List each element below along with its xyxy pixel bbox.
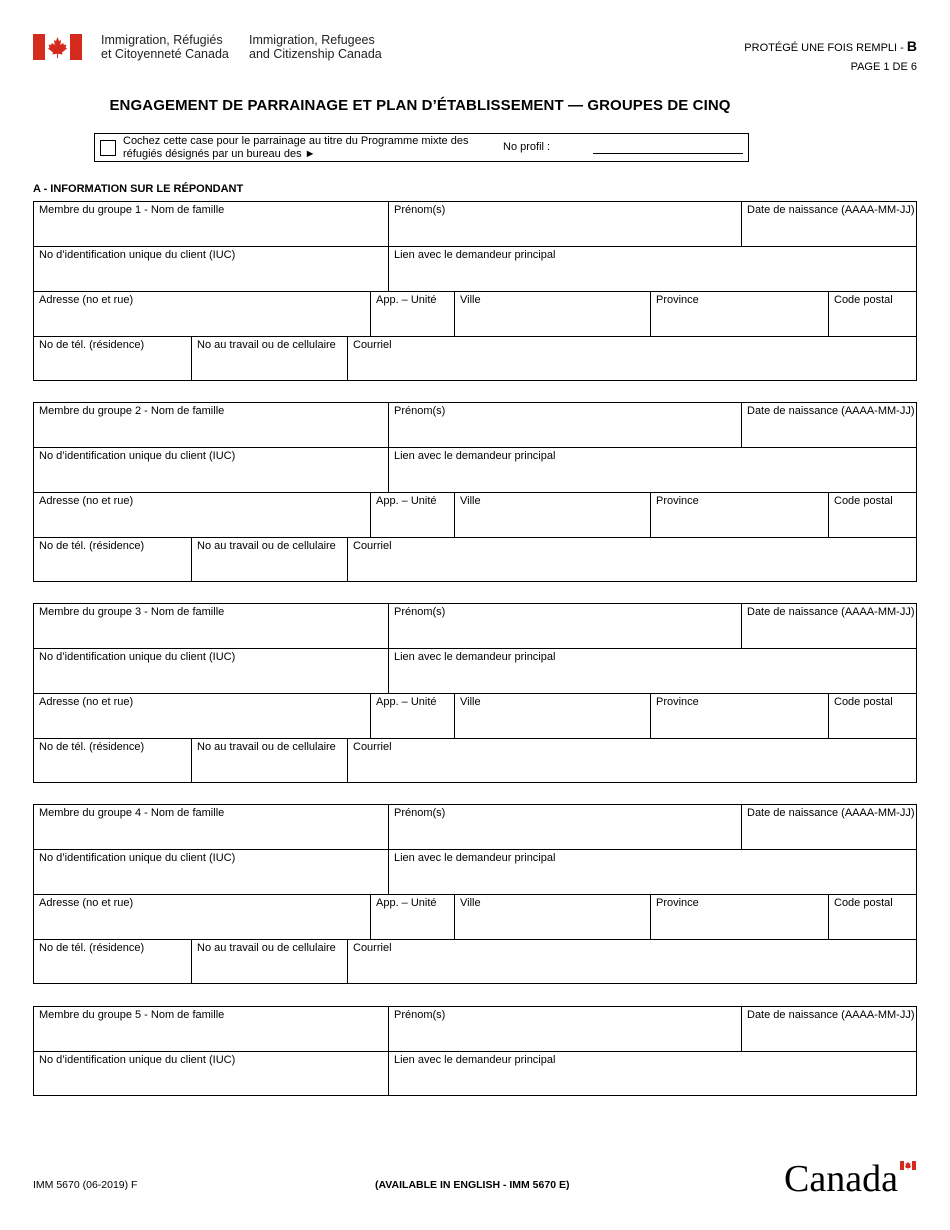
profile-number-label: No profil :: [503, 141, 551, 153]
member-row: [33, 537, 917, 582]
field-cell-city: [454, 292, 650, 336]
field-cell-apt: [370, 895, 454, 939]
field-cell-email: [347, 538, 918, 581]
field-cell-uci: [34, 448, 388, 492]
member-block-1: [33, 201, 917, 381]
province-input[interactable]: [655, 315, 824, 333]
field-cell-apt: [370, 292, 454, 336]
work-phone-input[interactable]: [196, 359, 343, 377]
dob-label: Date de naissance (AAAA-MM-JJ): [747, 405, 915, 417]
apt-label: App. – Unité: [376, 495, 437, 507]
first-name-input[interactable]: [393, 1030, 737, 1048]
field-cell-dob: [741, 202, 918, 246]
postal-input[interactable]: [833, 717, 914, 735]
uci-input[interactable]: [38, 672, 384, 690]
dob-label: Date de naissance (AAAA-MM-JJ): [747, 204, 915, 216]
field-cell-uci: [34, 850, 388, 894]
member-block-5: [33, 1006, 917, 1096]
field-cell-address: [34, 292, 370, 336]
relationship-label: Lien avec le demandeur principal: [394, 852, 556, 864]
field-cell-relationship: [388, 1052, 918, 1095]
uci-label: No d’identification unique du client (IUC): [39, 450, 236, 462]
field-cell-work-phone: [191, 337, 347, 380]
field-cell-work-phone: [191, 739, 347, 782]
city-input[interactable]: [459, 717, 646, 735]
email-label: Courriel: [353, 339, 392, 351]
postal-label: Code postal: [834, 495, 893, 507]
relationship-label: Lien avec le demandeur principal: [394, 450, 556, 462]
available-in-english: (AVAILABLE IN ENGLISH - IMM 5670 E): [375, 1179, 570, 1191]
postal-label: Code postal: [834, 897, 893, 909]
province-input[interactable]: [655, 918, 824, 936]
field-cell-province: [650, 895, 828, 939]
field-cell-postal: [828, 694, 918, 738]
field-cell-last-name: [34, 403, 388, 447]
postal-input[interactable]: [833, 918, 914, 936]
field-cell-relationship: [388, 247, 918, 291]
field-cell-relationship: [388, 649, 918, 693]
home-phone-label: No de tél. (résidence): [39, 942, 145, 954]
wordmark-flag-icon: [900, 1161, 916, 1170]
uci-input[interactable]: [38, 1074, 384, 1092]
field-cell-first-name: [388, 403, 741, 447]
field-cell-postal: [828, 895, 918, 939]
relationship-input[interactable]: [393, 873, 914, 891]
field-cell-first-name: [388, 202, 741, 246]
dob-label: Date de naissance (AAAA-MM-JJ): [747, 606, 915, 618]
field-cell-postal: [828, 292, 918, 336]
relationship-label: Lien avec le demandeur principal: [394, 249, 556, 261]
department-fr-line1: Immigration, Réfugiés: [101, 33, 223, 47]
member-block-3: [33, 603, 917, 783]
address-label: Adresse (no et rue): [39, 696, 134, 708]
member-row: [33, 447, 917, 492]
apt-label: App. – Unité: [376, 897, 437, 909]
field-cell-relationship: [388, 448, 918, 492]
work-phone-label: No au travail ou de cellulaire: [197, 540, 336, 552]
field-cell-uci: [34, 1052, 388, 1095]
city-label: Ville: [460, 897, 481, 909]
member-row: [33, 894, 917, 939]
member-row: [33, 492, 917, 537]
field-cell-email: [347, 940, 918, 983]
work-phone-input[interactable]: [196, 962, 343, 980]
last-name-input[interactable]: [38, 225, 384, 243]
first-name-input[interactable]: [393, 426, 737, 444]
last-name-label: Membre du groupe 3 - Nom de famille: [39, 606, 225, 618]
field-cell-uci: [34, 247, 388, 291]
address-input[interactable]: [38, 717, 366, 735]
email-input[interactable]: [352, 761, 914, 779]
department-name-fr: [101, 33, 229, 61]
last-name-label: Membre du groupe 4 - Nom de famille: [39, 807, 225, 819]
first-name-input[interactable]: [393, 627, 737, 645]
apt-input[interactable]: [375, 918, 450, 936]
city-input[interactable]: [459, 918, 646, 936]
dob-input[interactable]: [746, 426, 914, 444]
work-phone-label: No au travail ou de cellulaire: [197, 942, 336, 954]
email-input[interactable]: [352, 560, 914, 578]
field-cell-province: [650, 694, 828, 738]
relationship-label: Lien avec le demandeur principal: [394, 1054, 556, 1066]
apt-input[interactable]: [375, 717, 450, 735]
canada-flag-icon: [33, 34, 82, 60]
member-row: [33, 291, 917, 336]
field-cell-dob: [741, 403, 918, 447]
first-name-label: Prénom(s): [394, 1009, 446, 1021]
apt-input[interactable]: [375, 516, 450, 534]
form-title: ENGAGEMENT DE PARRAINAGE ET PLAN D’ÉTABLISSEMENT — GROUPES DE CINQ: [109, 97, 731, 114]
canada-wordmark-text: Canada: [784, 1158, 898, 1197]
field-cell-apt: [370, 493, 454, 537]
field-cell-first-name: [388, 604, 741, 648]
uci-input[interactable]: [38, 471, 384, 489]
email-label: Courriel: [353, 741, 392, 753]
field-cell-last-name: [34, 1007, 388, 1051]
field-cell-work-phone: [191, 538, 347, 581]
field-cell-first-name: [388, 805, 741, 849]
apt-label: App. – Unité: [376, 696, 437, 708]
address-label: Adresse (no et rue): [39, 294, 134, 306]
work-phone-label: No au travail ou de cellulaire: [197, 339, 336, 351]
province-input[interactable]: [655, 717, 824, 735]
relationship-input[interactable]: [393, 270, 914, 288]
field-cell-home-phone: [34, 940, 191, 983]
dob-label: Date de naissance (AAAA-MM-JJ): [747, 807, 915, 819]
mixed-program-checkbox[interactable]: [100, 140, 116, 156]
mixed-program-label-line2: réfugiés désignés par un bureau des ►: [123, 148, 316, 160]
department-en-line1: Immigration, Refugees: [249, 33, 375, 47]
province-label: Province: [656, 897, 699, 909]
last-name-label: Membre du groupe 2 - Nom de famille: [39, 405, 225, 417]
uci-label: No d’identification unique du client (IUC): [39, 651, 236, 663]
member-row: [33, 603, 917, 648]
email-label: Courriel: [353, 942, 392, 954]
postal-label: Code postal: [834, 696, 893, 708]
field-cell-home-phone: [34, 337, 191, 380]
protected-text: PROTÉGÉ UNE FOIS REMPLI -: [744, 42, 907, 54]
province-label: Province: [656, 495, 699, 507]
home-phone-label: No de tél. (résidence): [39, 741, 145, 753]
relationship-input[interactable]: [393, 471, 914, 489]
field-cell-city: [454, 895, 650, 939]
dob-input[interactable]: [746, 225, 914, 243]
last-name-input[interactable]: [38, 627, 384, 645]
city-label: Ville: [460, 495, 481, 507]
field-cell-dob: [741, 805, 918, 849]
city-input[interactable]: [459, 315, 646, 333]
province-label: Province: [656, 294, 699, 306]
relationship-input[interactable]: [393, 672, 914, 690]
city-label: Ville: [460, 294, 481, 306]
uci-input[interactable]: [38, 270, 384, 288]
postal-input[interactable]: [833, 516, 914, 534]
relationship-label: Lien avec le demandeur principal: [394, 651, 556, 663]
member-row: [33, 939, 917, 984]
member-row: [33, 849, 917, 894]
department-en-line2: and Citizenship Canada: [249, 47, 382, 61]
uci-label: No d’identification unique du client (IUC): [39, 852, 236, 864]
field-cell-dob: [741, 1007, 918, 1051]
first-name-label: Prénom(s): [394, 606, 446, 618]
member-row: [33, 804, 917, 849]
apt-label: App. – Unité: [376, 294, 437, 306]
field-cell-postal: [828, 493, 918, 537]
field-cell-address: [34, 895, 370, 939]
field-cell-last-name: [34, 604, 388, 648]
member-row: [33, 402, 917, 447]
field-cell-province: [650, 493, 828, 537]
member-row: [33, 693, 917, 738]
department-fr-line2: et Citoyenneté Canada: [101, 47, 229, 61]
email-input[interactable]: [352, 359, 914, 377]
home-phone-input[interactable]: [38, 560, 187, 578]
member-row: [33, 648, 917, 693]
department-name-en: [249, 33, 382, 61]
province-input[interactable]: [655, 516, 824, 534]
last-name-input[interactable]: [38, 1030, 384, 1048]
field-cell-relationship: [388, 850, 918, 894]
first-name-input[interactable]: [393, 225, 737, 243]
address-input[interactable]: [38, 516, 366, 534]
last-name-label: Membre du groupe 1 - Nom de famille: [39, 204, 225, 216]
mixed-program-label: [123, 135, 493, 161]
address-label: Adresse (no et rue): [39, 495, 134, 507]
postal-label: Code postal: [834, 294, 893, 306]
canada-wordmark: [784, 1157, 918, 1197]
protected-level: B: [906, 38, 917, 54]
first-name-label: Prénom(s): [394, 204, 446, 216]
member-row: [33, 246, 917, 291]
page-number: PAGE 1 DE 6: [850, 61, 917, 73]
member-row: [33, 336, 917, 381]
address-input[interactable]: [38, 315, 366, 333]
field-cell-apt: [370, 694, 454, 738]
first-name-input[interactable]: [393, 828, 737, 846]
last-name-input[interactable]: [38, 828, 384, 846]
profile-number-input[interactable]: [593, 138, 743, 154]
dob-input[interactable]: [746, 627, 914, 645]
protected-label: [744, 38, 917, 54]
field-cell-email: [347, 739, 918, 782]
home-phone-input[interactable]: [38, 761, 187, 779]
first-name-label: Prénom(s): [394, 405, 446, 417]
first-name-label: Prénom(s): [394, 807, 446, 819]
home-phone-input[interactable]: [38, 359, 187, 377]
province-label: Province: [656, 696, 699, 708]
member-row: [33, 1051, 917, 1096]
form-number: IMM 5670 (06-2019) F: [33, 1179, 138, 1191]
work-phone-input[interactable]: [196, 560, 343, 578]
address-label: Adresse (no et rue): [39, 897, 134, 909]
member-block-2: [33, 402, 917, 582]
dob-label: Date de naissance (AAAA-MM-JJ): [747, 1009, 915, 1021]
relationship-input[interactable]: [393, 1074, 914, 1092]
home-phone-label: No de tél. (résidence): [39, 540, 145, 552]
last-name-input[interactable]: [38, 426, 384, 444]
uci-input[interactable]: [38, 873, 384, 891]
home-phone-label: No de tél. (résidence): [39, 339, 145, 351]
city-label: Ville: [460, 696, 481, 708]
dob-input[interactable]: [746, 1030, 914, 1048]
home-phone-input[interactable]: [38, 962, 187, 980]
member-row: [33, 738, 917, 783]
field-cell-last-name: [34, 202, 388, 246]
field-cell-last-name: [34, 805, 388, 849]
field-cell-province: [650, 292, 828, 336]
uci-label: No d’identification unique du client (IUC): [39, 1054, 236, 1066]
field-cell-address: [34, 493, 370, 537]
mixed-program-box: [94, 133, 749, 162]
city-input[interactable]: [459, 516, 646, 534]
field-cell-city: [454, 694, 650, 738]
apt-input[interactable]: [375, 315, 450, 333]
field-cell-first-name: [388, 1007, 741, 1051]
member-block-4: [33, 804, 917, 984]
field-cell-email: [347, 337, 918, 380]
email-label: Courriel: [353, 540, 392, 552]
postal-input[interactable]: [833, 315, 914, 333]
field-cell-home-phone: [34, 739, 191, 782]
last-name-label: Membre du groupe 5 - Nom de famille: [39, 1009, 225, 1021]
section-a-title: A - INFORMATION SUR LE RÉPONDANT: [33, 183, 244, 195]
member-row: [33, 1006, 917, 1051]
email-input[interactable]: [352, 962, 914, 980]
mixed-program-label-line1: Cochez cette case pour le parrainage au titre du Programme mixte des: [123, 135, 469, 147]
dob-input[interactable]: [746, 828, 914, 846]
address-input[interactable]: [38, 918, 366, 936]
work-phone-input[interactable]: [196, 761, 343, 779]
field-cell-uci: [34, 649, 388, 693]
field-cell-address: [34, 694, 370, 738]
uci-label: No d’identification unique du client (IUC): [39, 249, 236, 261]
field-cell-work-phone: [191, 940, 347, 983]
field-cell-city: [454, 493, 650, 537]
field-cell-dob: [741, 604, 918, 648]
member-row: [33, 201, 917, 246]
field-cell-home-phone: [34, 538, 191, 581]
work-phone-label: No au travail ou de cellulaire: [197, 741, 336, 753]
